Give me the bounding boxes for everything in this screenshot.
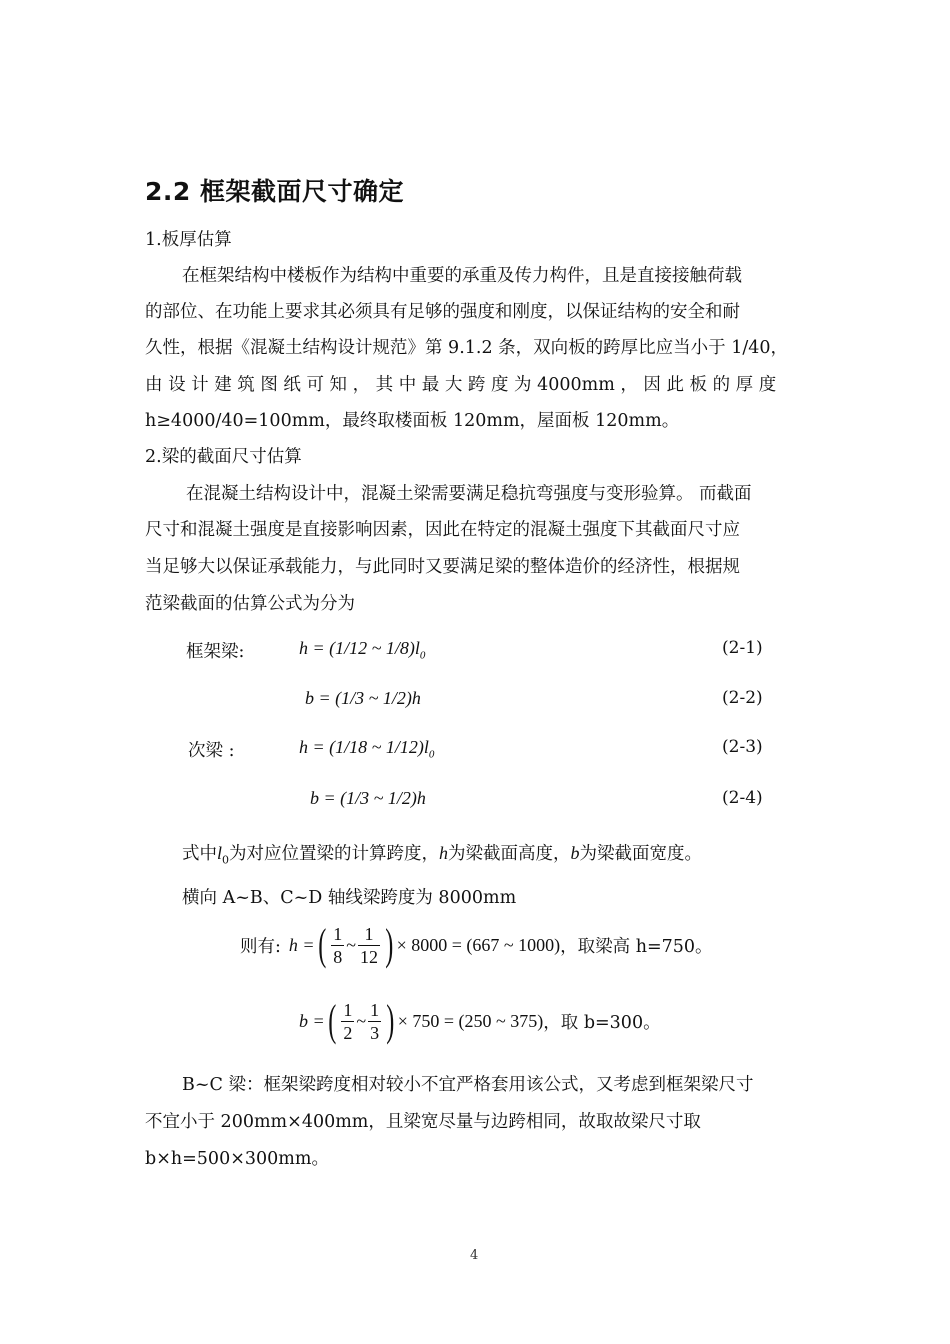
secondary-beam-label: 次梁 : (188, 741, 235, 761)
equation-2-3-subscript: 0 (428, 748, 435, 761)
beam-heading: 2.梁的截面尺寸估算 (145, 447, 302, 467)
equation-2-1-subscript: 0 (419, 649, 426, 662)
equation-number-2-1: (2-1) (722, 638, 763, 658)
fraction-1-12 (358, 923, 380, 968)
h-calculation (240, 920, 713, 970)
left-paren: ( (327, 996, 337, 1045)
denominator: 3 (370, 1022, 380, 1043)
equation-number-2-4: (2-4) (722, 788, 763, 808)
explain-post: 为梁截面宽度。 (579, 844, 703, 864)
then-label: 则有: (240, 936, 281, 957)
slab-paragraph-line-4: 由 设 计 建 筑 图 纸 可 知 ， 其 中 最 大 跨 度 为 4000mm ， 因 此 板 的 厚 度 (145, 375, 777, 395)
b-calculation (299, 996, 661, 1046)
symbol-explanation (182, 840, 702, 867)
b-eq-rest: × 750 = (250 ~ 375) (397, 1010, 544, 1031)
equation-number-2-2: (2-2) (722, 688, 763, 708)
slab-paragraph-line-5: h≥4000/40=100mm，最终取楼面板 120mm，屋面板 120mm。 (145, 411, 680, 431)
tilde: ~ (356, 1010, 367, 1031)
right-paren: ) (386, 996, 395, 1045)
denominator: 2 (343, 1022, 353, 1043)
equation-2-1-body: h = (1/12 ~ 1/8)l (299, 638, 420, 658)
b-take: ，取 b=300。 (543, 1012, 661, 1033)
fraction-1-3 (368, 999, 381, 1044)
bc-beam-line-3: b×h=500×300mm。 (145, 1149, 329, 1169)
equation-2-1 (299, 638, 425, 662)
equation-2-2: b = (1/3 ~ 1/2)h (305, 688, 421, 708)
bc-beam-line-1: B~C 梁：框架梁跨度相对较小不宜严格套用该公式，又考虑到框架梁尺寸 (182, 1075, 754, 1095)
equation-2-3-body: h = (1/18 ~ 1/12)l (299, 737, 429, 757)
equation-2-3 (299, 737, 434, 761)
section-title: 2.2 框架截面尺寸确定 (145, 177, 404, 206)
slab-paragraph-line-1: 在框架结构中楼板作为结构中重要的承重及传力构件，且是直接接触荷载 (182, 266, 742, 286)
explain-b: b (570, 843, 580, 863)
fraction-1-8 (331, 923, 344, 968)
explain-h: h (439, 843, 449, 863)
slab-paragraph-line-3: 久性，根据《混凝土结构设计规范》第 9.1.2 条，双向板的跨厚比应当小于 1/40， (145, 338, 789, 358)
page-number: 4 (470, 1248, 479, 1263)
denominator: 8 (333, 946, 343, 967)
explain-l0: l (217, 843, 223, 863)
explain-pre: 式中 (182, 844, 217, 864)
fraction-1-2 (341, 999, 354, 1044)
beam-paragraph-line-3: 当足够大以保证承载能力，与此同时又要满足梁的整体造价的经济性，根据规 (145, 557, 740, 577)
numerator: 1 (358, 923, 380, 946)
beam-paragraph-line-1: 在混凝土结构设计中，混凝土梁需要满足稳抗弯强度与变形验算。 而截面 (186, 484, 752, 504)
left-paren: ( (317, 920, 326, 969)
h-take: ，取梁高 h=750。 (560, 936, 713, 957)
explain-mid1: 为对应位置梁的计算跨度， (229, 844, 440, 864)
right-paren: ) (385, 920, 394, 969)
tilde: ~ (346, 934, 356, 955)
h-eq-rest: × 8000 = (667 ~ 1000) (396, 934, 561, 955)
explain-mid2: 为梁截面高度， (448, 844, 571, 864)
explain-l0-sub: 0 (222, 853, 230, 867)
beam-paragraph-line-2: 尺寸和混凝土强度是直接影响因素，因此在特定的混凝土强度下其截面尺寸应 (145, 520, 740, 540)
equation-number-2-3: (2-3) (722, 737, 763, 757)
beam-paragraph-line-4: 范梁截面的估算公式为分为 (145, 594, 355, 614)
denominator: 12 (359, 946, 378, 967)
b-eq-lhs: b = (299, 1010, 325, 1031)
equation-2-4: b = (1/3 ~ 1/2)h (310, 788, 426, 808)
transverse-span-line: 横向 A~B、C~D 轴线梁跨度为 8000mm (182, 888, 517, 908)
h-eq-lhs: h = (288, 934, 315, 955)
numerator: 1 (370, 999, 380, 1020)
frame-beam-label: 框架梁: (186, 642, 245, 662)
numerator: 1 (343, 999, 353, 1020)
slab-heading: 1.板厚估算 (145, 230, 232, 250)
numerator: 1 (333, 923, 343, 944)
bc-beam-line-2: 不宜小于 200mm×400mm，且梁宽尽量与边跨相同，故取故梁尺寸取 (145, 1112, 701, 1132)
slab-paragraph-line-2: 的部位、在功能上要求其必须具有足够的强度和刚度，以保证结构的安全和耐 (145, 302, 740, 322)
